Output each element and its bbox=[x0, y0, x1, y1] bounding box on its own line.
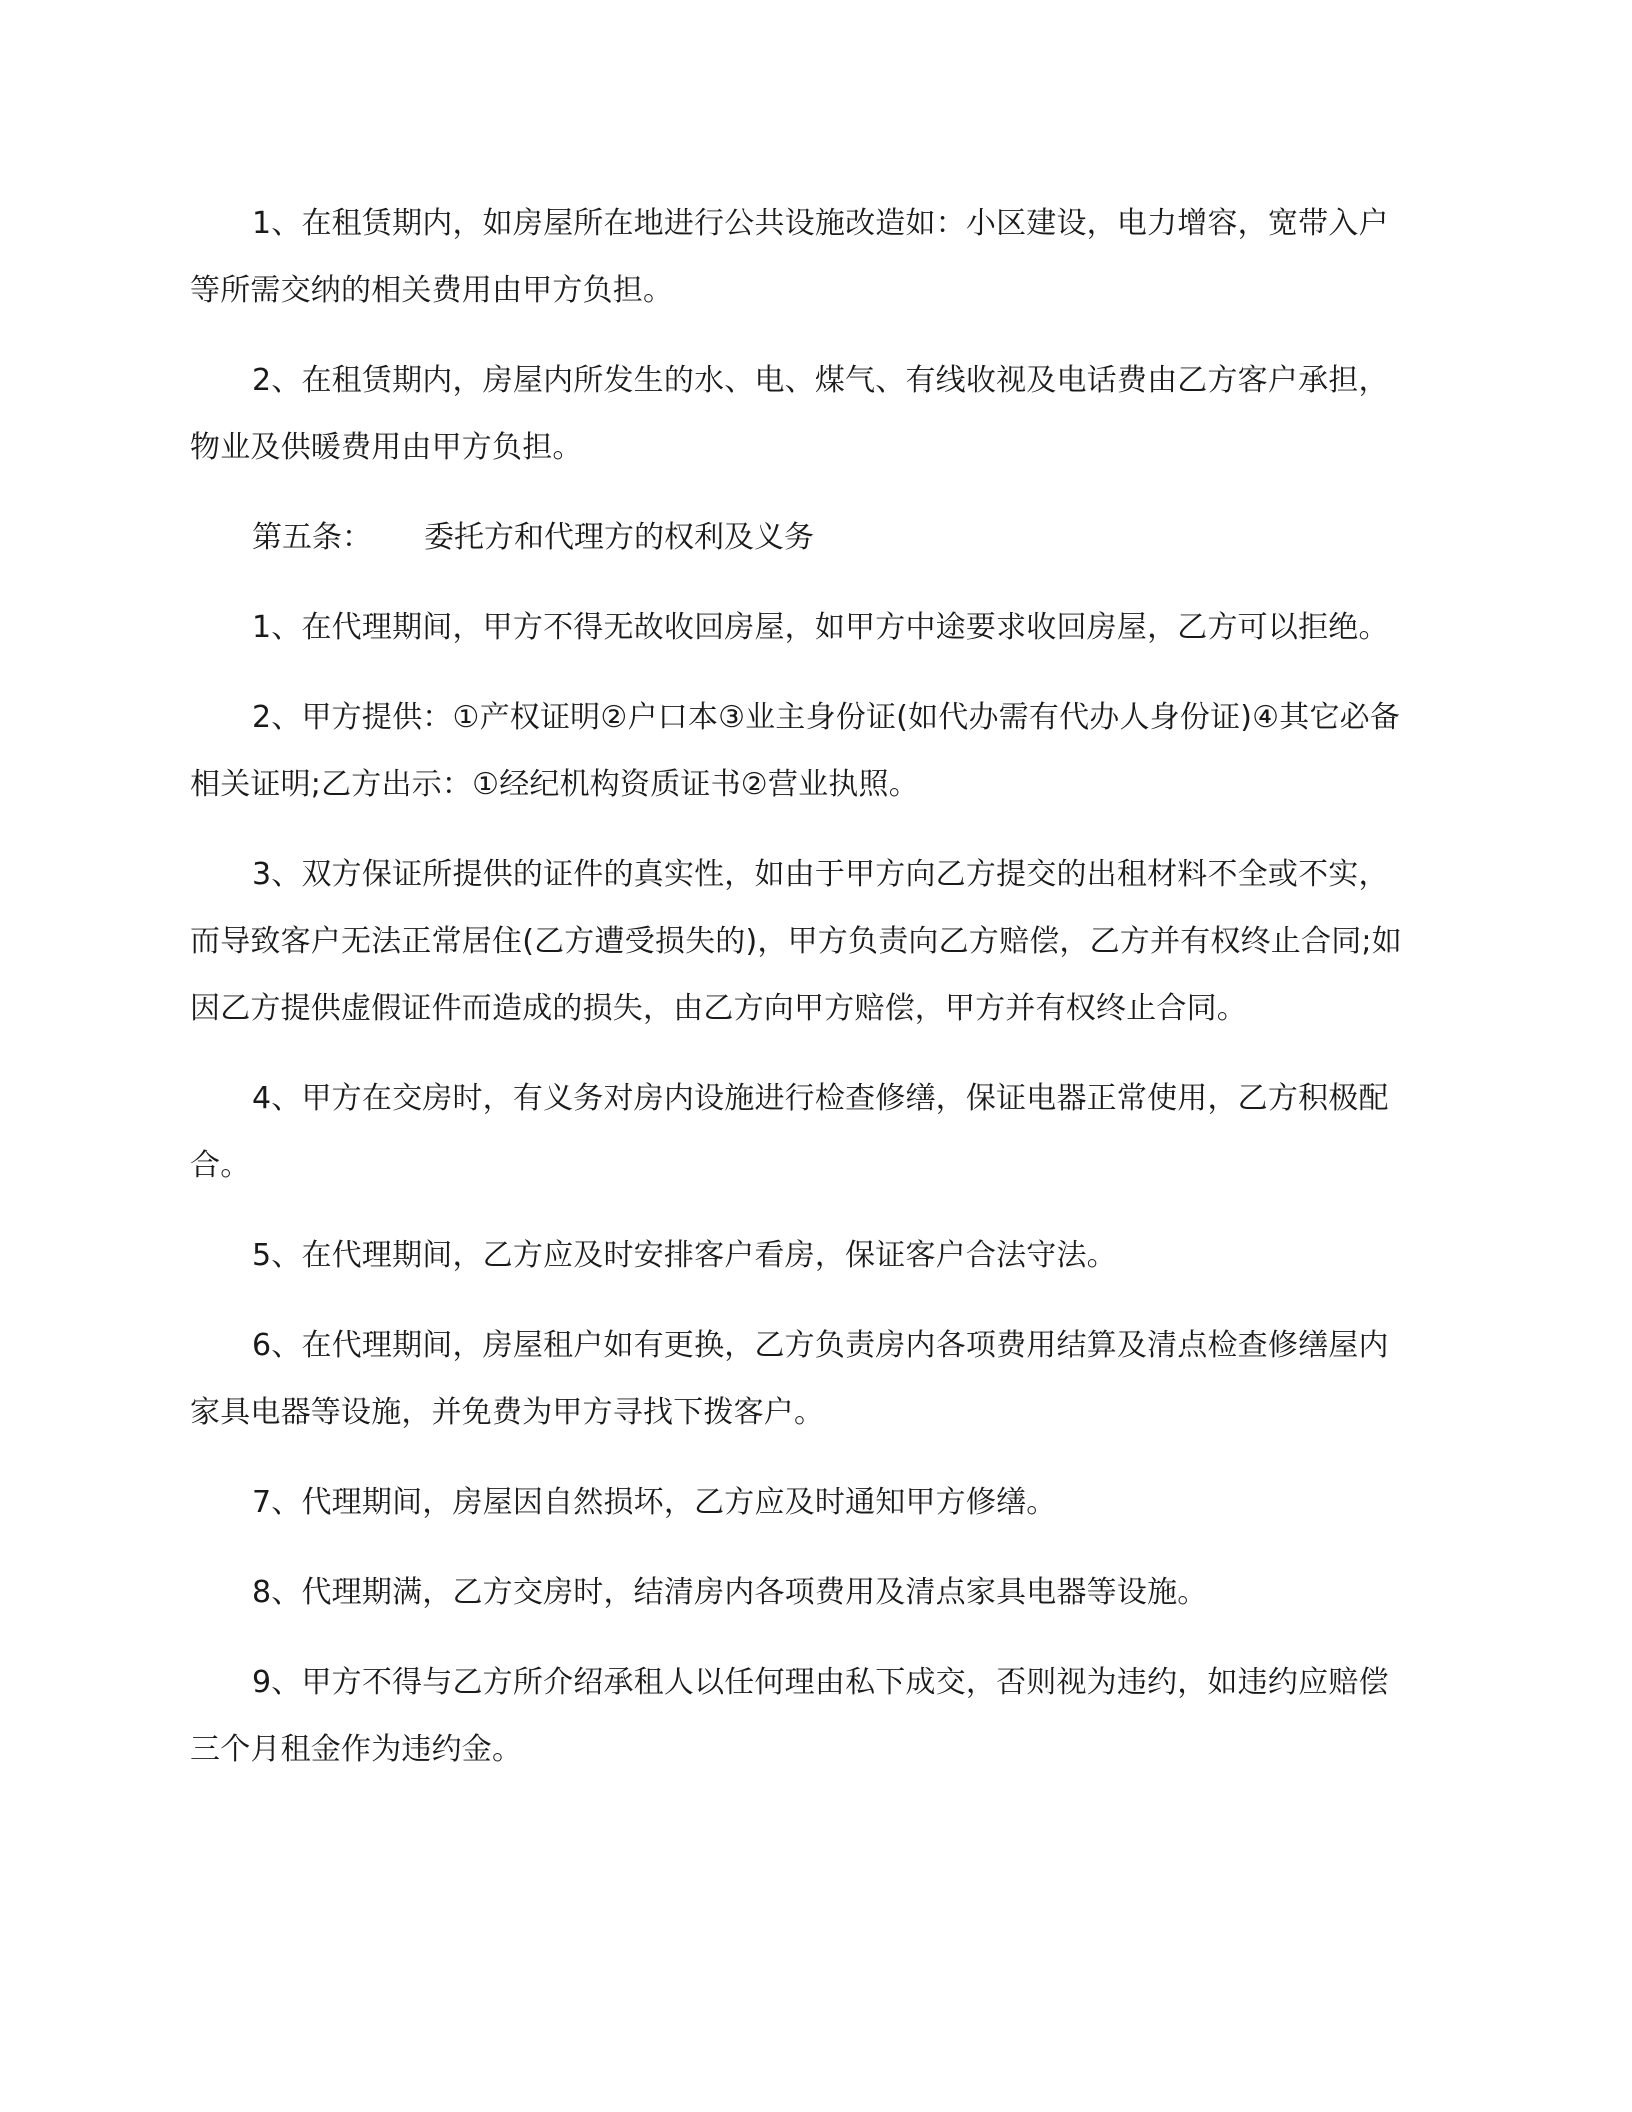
clause-7: 7、代理期间，房屋因自然损坏，乙方应及时通知甲方修缮。 bbox=[252, 1485, 1057, 1520]
clause-8: 8、代理期满，乙方交房时，结清房内各项费用及清点家具电器等设施。 bbox=[252, 1575, 1208, 1610]
article-number: 第五条： bbox=[252, 520, 372, 555]
paragraph-utility-fees: 2、在租赁期内，房屋内所发生的水、电、煤气、有线收视及电话费由乙方客户承担，物业及供暖费用由甲方负担。 bbox=[190, 363, 1389, 465]
article-title: 委托方和代理方的权利及义务 bbox=[424, 520, 814, 555]
paragraph-public-facility-fees: 1、在租赁期内，如房屋所在地进行公共设施改造如：小区建设，电力增容，宽带入户等所需交纳的相关费用由甲方负担。 bbox=[190, 206, 1389, 308]
clause-9: 9、甲方不得与乙方所介绍承租人以任何理由私下成交，否则视为违约，如违约应赔偿三个月租金作为违约金。 bbox=[190, 1665, 1389, 1767]
article-five-heading bbox=[190, 504, 1417, 571]
clause-2: 2、甲方提供：①产权证明②户口本③业主身份证(如代办需有代办人身份证)④其它必备相关证明;乙方出示：①经纪机构资质证书②营业执照。 bbox=[190, 700, 1401, 802]
clause-5: 5、在代理期间，乙方应及时安排客户看房，保证客户合法守法。 bbox=[252, 1238, 1117, 1273]
clause-3: 3、双方保证所提供的证件的真实性，如由于甲方向乙方提交的出租材料不全或不实，而导致客户无法正常居住(乙方遭受损失的)，甲方负责向乙方赔偿，乙方并有权终止合同;如因乙方提供虚假证件而造成的损失，由乙方向甲方赔偿，甲方并有权终止合同。 bbox=[190, 857, 1402, 1026]
clause-4: 4、甲方在交房时，有义务对房内设施进行检查修缮，保证电器正常使用，乙方积极配合。 bbox=[190, 1081, 1389, 1183]
clause-6: 6、在代理期间，房屋租户如有更换，乙方负责房内各项费用结算及清点检查修缮屋内家具电器等设施，并免费为甲方寻找下拨客户。 bbox=[190, 1328, 1389, 1430]
clause-1: 1、在代理期间，甲方不得无故收回房屋，如甲方中途要求收回房屋，乙方可以拒绝。 bbox=[252, 610, 1389, 645]
